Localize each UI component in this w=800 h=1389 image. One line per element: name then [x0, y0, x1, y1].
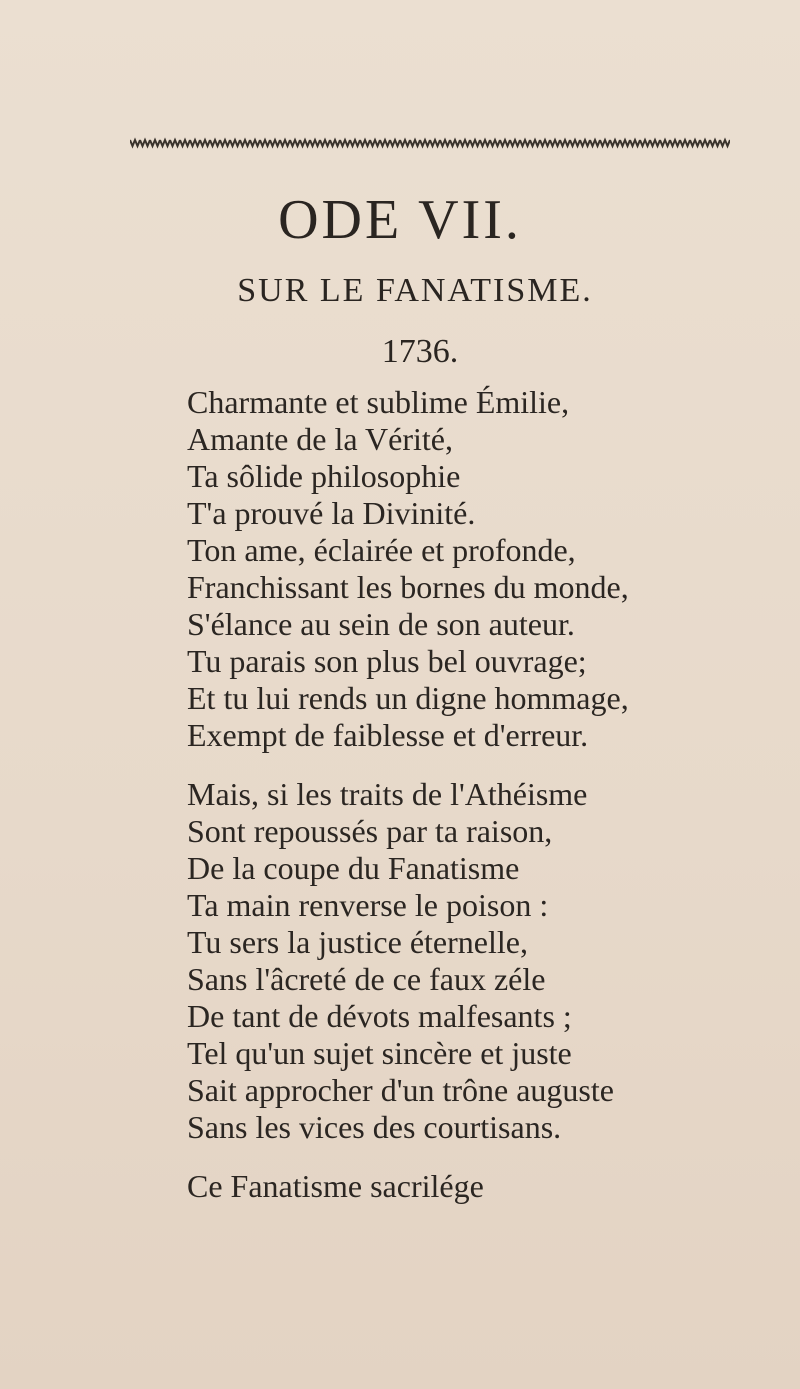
stanza-3 [187, 1168, 484, 1205]
verse-line: Tu parais son plus bel ouvrage; [187, 643, 587, 679]
verse-line: S'élance au sein de son auteur. [187, 606, 575, 642]
verse-line: Charmante et sublime Émilie, [187, 384, 570, 420]
verse-line: Tu sers la justice éternelle, [187, 924, 528, 960]
decorative-rule-ornament [130, 137, 730, 149]
verse-line: Mais, si les traits de l'Athéisme [187, 776, 588, 812]
stanza-1 [187, 384, 629, 754]
verse-line: Amante de la Vérité, [187, 421, 453, 457]
verse-line: Sans l'âcreté de ce faux zéle [187, 961, 546, 997]
verse-line: Sans les vices des courtisans. [187, 1109, 562, 1145]
ode-subtitle: SUR LE FANATISME. [237, 272, 593, 309]
ode-year: 1736. [381, 333, 459, 370]
verse-line: Ta sôlide philosophie [187, 458, 461, 494]
verse-line: Ton ame, éclairée et profonde, [187, 532, 576, 568]
verse-line: Sait approcher d'un trône auguste [187, 1072, 614, 1108]
ode-title: ODE VII. [278, 189, 522, 251]
verse-line: Tel qu'un sujet sincère et juste [187, 1035, 572, 1071]
verse-line: Et tu lui rends un digne hommage, [187, 680, 629, 716]
stanza-2 [187, 776, 614, 1146]
verse-line: De tant de dévots malfesants ; [187, 998, 572, 1034]
verse-line: T'a prouvé la Divinité. [187, 495, 476, 531]
verse-line: Sont repoussés par ta raison, [187, 813, 553, 849]
verse-line: Ta main renverse le poison : [187, 887, 549, 923]
verse-line: Franchissant les bornes du monde, [187, 569, 629, 605]
verse-line: Ce Fanatisme sacrilége [187, 1168, 484, 1204]
verse-line: De la coupe du Fanatisme [187, 850, 520, 886]
verse-line: Exempt de faiblesse et d'erreur. [187, 717, 589, 753]
